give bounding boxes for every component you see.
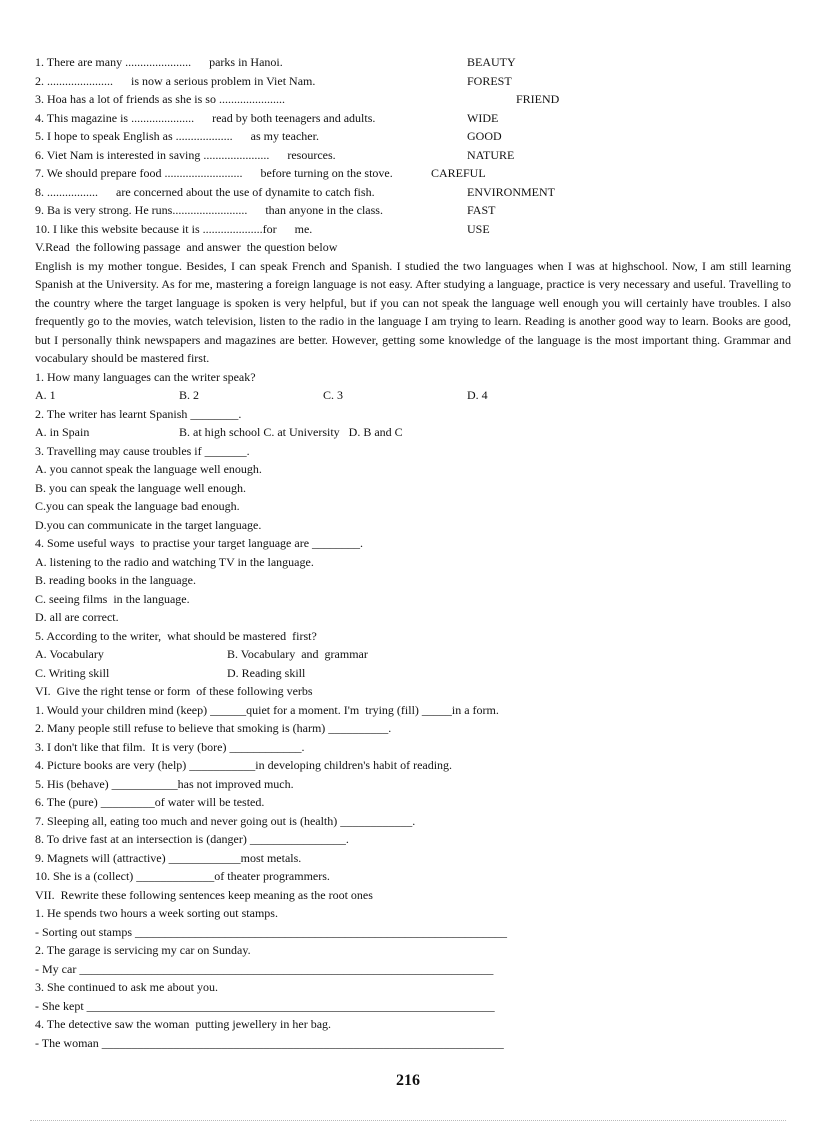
option: C. seeing films in the language.: [35, 591, 190, 606]
rewrite-answer-line: - She kept ____________________________________________________________________: [35, 998, 495, 1013]
word-form-item: [35, 127, 791, 146]
question: 5. According to the writer, what should be mastered first?: [35, 628, 317, 643]
verb-item: 7. Sleeping all, eating too much and never going out is (health) ____________.: [35, 813, 416, 828]
rewrite-prompt: 3. She continued to ask me about you.: [35, 980, 218, 994]
question: 1. How many languages can the writer speak?: [35, 369, 256, 384]
item-sentence: 2. ...................... is now a serious problem in Viet Nam.: [35, 73, 316, 88]
verb-item: 10. She is a (collect) _____________of theater programmers.: [35, 869, 330, 883]
word-form-item: [35, 146, 791, 165]
rewrite-prompt: 4. The detective saw the woman putting jewellery in her bag.: [35, 1017, 332, 1031]
item-root-word: CAREFUL: [431, 166, 486, 180]
option: C. Writing skill: [35, 665, 110, 680]
rewrite-prompt: 1. He spends two hours a week sorting out stamps.: [35, 906, 278, 920]
worksheet-page: [35, 53, 791, 1052]
option: D. 4: [467, 388, 488, 402]
question: 4. Some useful ways to practise your target language are ________.: [35, 536, 364, 550]
bottom-dotted-divider: [30, 1120, 786, 1121]
item-sentence: 9. Ba is very strong. He runs......................... than anyone in the class.: [35, 203, 383, 217]
option: A. Vocabulary: [35, 647, 104, 661]
answer-options: [35, 386, 791, 405]
item-root-word: WIDE: [467, 110, 499, 125]
option: D.you can communicate in the target language.: [35, 517, 262, 532]
item-sentence: 6. Viet Nam is interested in saving ...................... resources.: [35, 147, 336, 162]
item-sentence: 5. I hope to speak English as ................... as my teacher.: [35, 129, 319, 143]
option: D. all are correct.: [35, 610, 119, 624]
word-form-exercise: [35, 53, 791, 238]
option: B. Vocabulary and grammar: [227, 647, 368, 661]
word-form-item: [35, 164, 791, 183]
rewrite-answer-line: - The woman ___________________________________________________________________: [35, 1035, 504, 1050]
answer-options: [35, 664, 791, 683]
option: A. in Spain: [35, 425, 90, 439]
verb-item: 6. The (pure) _________of water will be tested.: [35, 795, 265, 809]
item-sentence: 3. Hoa has a lot of friends as she is so ......................: [35, 92, 285, 106]
verb-item: 1. Would your children mind (keep) ______quiet for a moment. I'm trying (fill) _____in a form.: [35, 702, 499, 717]
item-root-word: FAST: [467, 203, 496, 217]
option: A. 1: [35, 388, 56, 402]
word-form-item: [35, 183, 791, 202]
item-root-word: ENVIRONMENT: [467, 184, 555, 199]
item-root-word: FRIEND: [516, 92, 560, 106]
item-sentence: 10. I like this website because it is ....................for me.: [35, 221, 313, 236]
item-sentence: 8. ................. are concerned about the use of dynamite to catch fish.: [35, 184, 375, 199]
word-form-item: [35, 201, 791, 220]
section-heading: VII. Rewrite these following sentences keep meaning as the root ones: [35, 887, 373, 902]
item-sentence: 7. We should prepare food .......................... before turning on the stove.: [35, 166, 393, 180]
section-heading: VI. Give the right tense or form of these following verbs: [35, 684, 313, 698]
word-form-item: [35, 220, 791, 239]
option: A. you cannot speak the language well enough.: [35, 462, 262, 476]
verb-item: 2. Many people still refuse to believe that smoking is (harm) __________.: [35, 721, 392, 735]
word-form-item: [35, 72, 791, 91]
option: C. 3: [323, 388, 344, 402]
item-root-word: GOOD: [467, 129, 502, 143]
item-root-word: USE: [467, 221, 490, 236]
item-sentence: 1. There are many ...................... parks in Hanoi.: [35, 55, 283, 69]
word-form-item: [35, 90, 791, 109]
rewrite-prompt: 2. The garage is servicing my car on Sunday.: [35, 943, 251, 957]
rewrite-answer-line: - Sorting out stamps ______________________________________________________________: [35, 924, 508, 939]
question: 3. Travelling may cause troubles if _______.: [35, 443, 250, 458]
verb-item: 4. Picture books are very (help) ___________in developing children's habit of reading.: [35, 758, 453, 772]
option: B. you can speak the language well enough.: [35, 480, 246, 495]
word-form-item: [35, 53, 791, 72]
page-number: 216: [396, 1072, 420, 1089]
answer-options: [35, 645, 791, 664]
answer-options: [35, 423, 791, 442]
option: C.you can speak the language bad enough.: [35, 499, 240, 513]
option: B. at high school C. at University D. B and C: [179, 425, 403, 439]
word-form-item: [35, 109, 791, 128]
rewrite-answer-line: - My car _____________________________________________________________________: [35, 961, 494, 976]
option: B. reading books in the language.: [35, 573, 196, 587]
verb-item: 3. I don't like that film. It is very (bore) ____________.: [35, 739, 305, 754]
question: 2. The writer has learnt Spanish ________.: [35, 406, 242, 421]
item-root-word: NATURE: [467, 147, 515, 162]
option: D. Reading skill: [227, 665, 306, 680]
reading-passage: English is my mother tongue. Besides, I can speak French and Spanish. I studied the two languages when I was at highschool. Now, I am still learning Spanish at the University. As for me, mastering a foreign language is not easy. After studying a language, practice is very necessary and useful. Travelling to the country where the target language is spoken is very helpful, but if you can not speak the language well enough you will certainly have troubles. I also frequently go to the movies, watch television, listen to the radio in the language I am trying to learn. Reading is another good way to learn. Books are good, but I personally think newspapers and magazines are better. However, getting some knowledge of the language is the most important thing. Grammar and vocabulary should be mastered first.: [35, 258, 791, 365]
verb-item: 9. Magnets will (attractive) ____________most metals.: [35, 850, 302, 865]
option: B. 2: [179, 388, 200, 402]
item-root-word: BEAUTY: [467, 55, 516, 69]
item-root-word: FOREST: [467, 73, 512, 88]
item-sentence: 4. This magazine is ..................... read by both teenagers and adults.: [35, 110, 376, 125]
verb-item: 8. To drive fast at an intersection is (danger) ________________.: [35, 832, 349, 846]
option: A. listening to the radio and watching TV in the language.: [35, 554, 314, 569]
section-heading: V.Read the following passage and answer the question below: [35, 240, 338, 254]
verb-item: 5. His (behave) ___________has not improved much.: [35, 776, 294, 791]
